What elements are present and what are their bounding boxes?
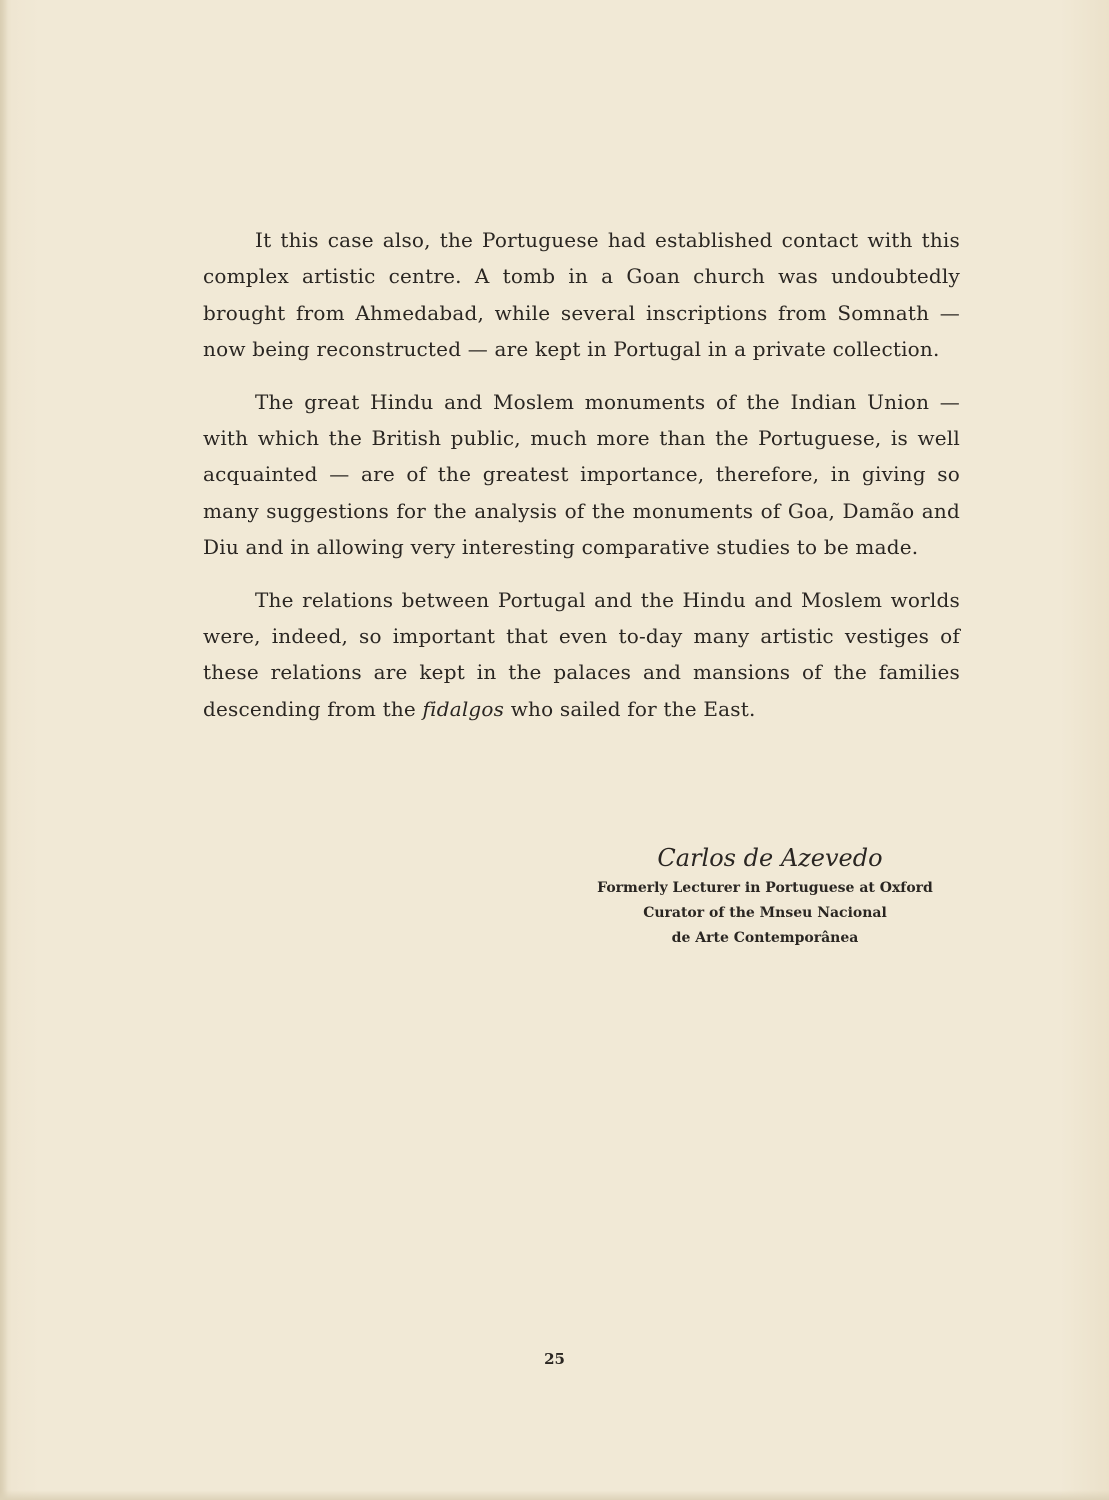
paragraph-3	[203, 582, 960, 728]
page-number: 25	[544, 1350, 565, 1368]
paragraph-2-text: The great Hindu and Moslem monuments of the Indian Union — with which the British public, much more than the Portuguese, is well acquainted — are of the greatest importance, therefore, in giving so many suggestions for the analysis of the monuments of Goa, Damão and Diu and in allowing very interesting comparative studies to be made.	[203, 389, 960, 560]
body-text	[203, 222, 960, 727]
paragraph-3-text-end: who sailed for the East.	[504, 696, 756, 721]
author-role-line-1: Formerly Lecturer in Portuguese at Oxford	[597, 880, 933, 896]
signature-block	[560, 840, 970, 951]
paragraph-1	[203, 222, 960, 368]
binding-shadow	[0, 0, 8, 1500]
paragraph-2	[203, 384, 960, 566]
paragraph-3-text-start: The relations between Portugal and the Hindu and Moslem worlds were, indeed, so important that even to-day many artistic vestiges of these relations are kept in the palaces and mansions of the families descending from the	[203, 587, 960, 721]
page-bottom-edge	[0, 1490, 1109, 1500]
author-role-line-3: de Arte Contemporânea	[671, 930, 859, 946]
paragraph-1-text: It this case also, the Portuguese had established contact with this complex artistic centre. A tomb in a Goan church was undoubtedly brought from Ahmedabad, while several inscriptions from Somnath — now being reconstructed — are kept in Portugal in a private collection.	[203, 228, 960, 362]
paragraph-3-italic-term: fidalgos	[422, 696, 505, 721]
author-name: Carlos de Azevedo	[657, 844, 883, 872]
author-role-line-2: Curator of the Mnseu Nacional	[643, 905, 887, 921]
